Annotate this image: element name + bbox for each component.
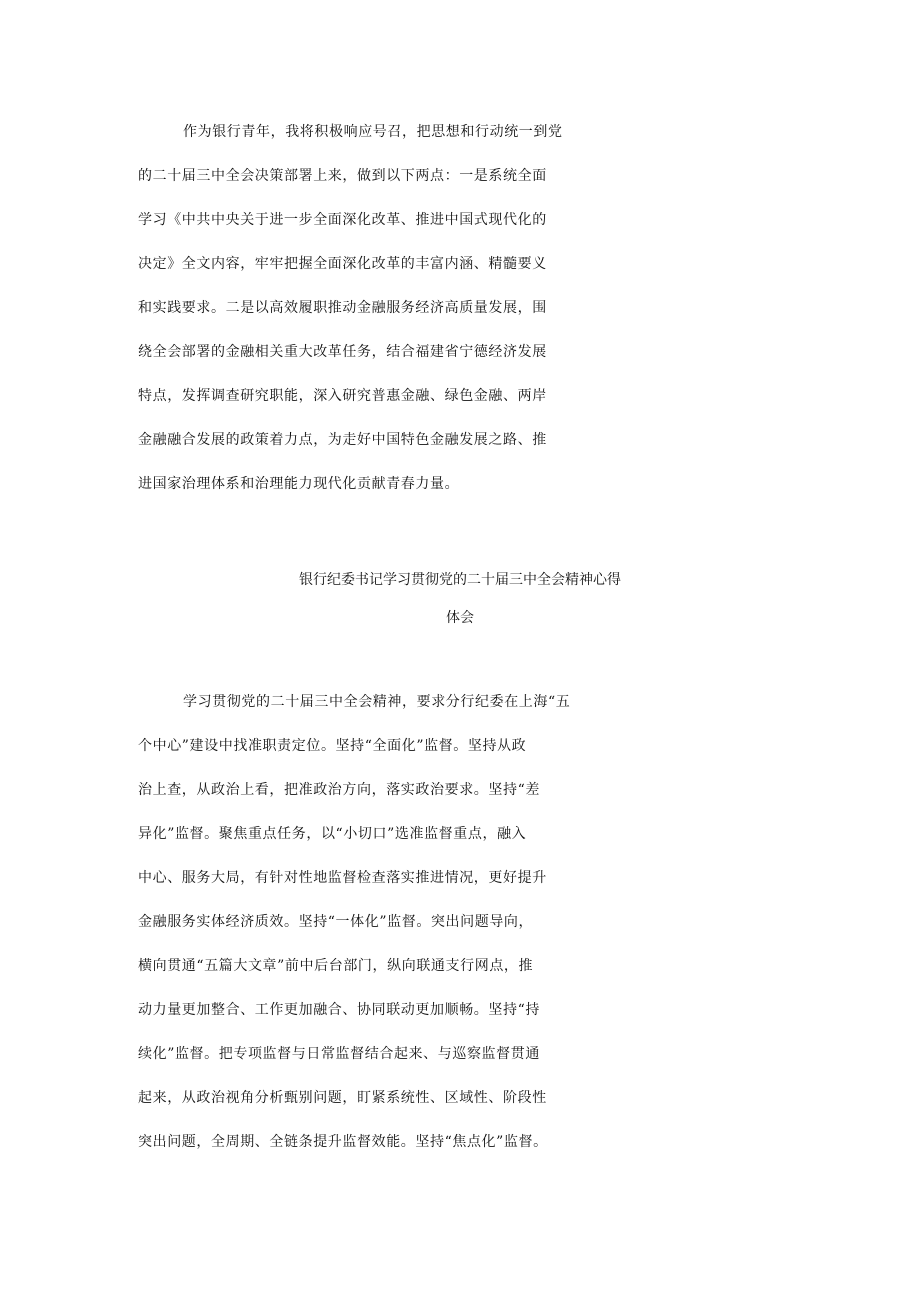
paragraph-2-line-2: 个中心”建设中找准职责定位。坚持“全面化”监督。坚持从政 — [138, 738, 527, 754]
paragraph-2-line-4: 异化”监督。聚焦重点任务，以“小切口”选准监督重点，融入 — [138, 826, 527, 842]
paragraph-2-line-7: 横向贯通“五篇大文章”前中后台部门，纵向联通支行网点，推 — [138, 958, 534, 974]
paragraph-1-line-1: 作为银行青年，我将积极响应号召，把思想和行动统一到党 — [183, 124, 563, 140]
paragraph-1-line-8: 金融融合发展的政策着力点，为走好中国特色金融发展之路、推 — [138, 432, 547, 448]
paragraph-1-line-9: 进国家治理体系和治理能力现代化贡献青春力量。 — [138, 476, 460, 492]
paragraph-2-line-3: 治上查，从政治上看，把准政治方向，落实政治要求。坚持“差 — [138, 782, 540, 798]
paragraph-2-line-6: 金融服务实体经济质效。坚持“一体化”监督。突出问题导向， — [138, 914, 534, 930]
paragraph-1-line-3: 学习《中共中央关于进一步全面深化改革、推进中国式现代化的 — [138, 212, 547, 228]
paragraph-2-line-8: 动力量更加整合、工作更加融合、协同联动更加顺畅。坚持“持 — [138, 1002, 540, 1018]
paragraph-2-line-11: 突出问题，全周期、全链条提升监督效能。坚持“焦点化”监督。 — [138, 1134, 548, 1150]
paragraph-1-line-6: 绕全会部署的金融相关重大改革任务，结合福建省宁德经济发展 — [138, 344, 547, 360]
paragraph-1-line-7: 特点，发挥调查研究职能，深入研究普惠金融、绿色金融、两岸 — [138, 388, 547, 404]
paragraph-1-line-2: 的二十届三中全会决策部署上来，做到以下两点：一是系统全面 — [138, 168, 547, 184]
heading-line-1: 银行纪委书记学习贯彻党的二十届三中全会精神心得 — [299, 572, 621, 588]
paragraph-2-line-9: 续化”监督。把专项监督与日常监督结合起来、与巡察监督贯通 — [138, 1046, 540, 1062]
paragraph-1-line-5: 和实践要求。二是以高效履职推动金融服务经济高质量发展，围 — [138, 300, 547, 316]
paragraph-2-line-1: 学习贯彻党的二十届三中全会精神，要求分行纪委在上海“五 — [183, 694, 571, 710]
paragraph-2-line-5: 中心、服务大局，有针对性地监督检查落实推进情况，更好提升 — [138, 870, 547, 886]
heading-line-2: 体会 — [446, 610, 474, 626]
paragraph-1-line-4: 决定》全文内容，牢牢把握全面深化改革的丰富内涵、精髓要义 — [138, 256, 547, 272]
paragraph-2-line-10: 起来，从政治视角分析甄别问题，盯紧系统性、区域性、阶段性 — [138, 1090, 547, 1106]
